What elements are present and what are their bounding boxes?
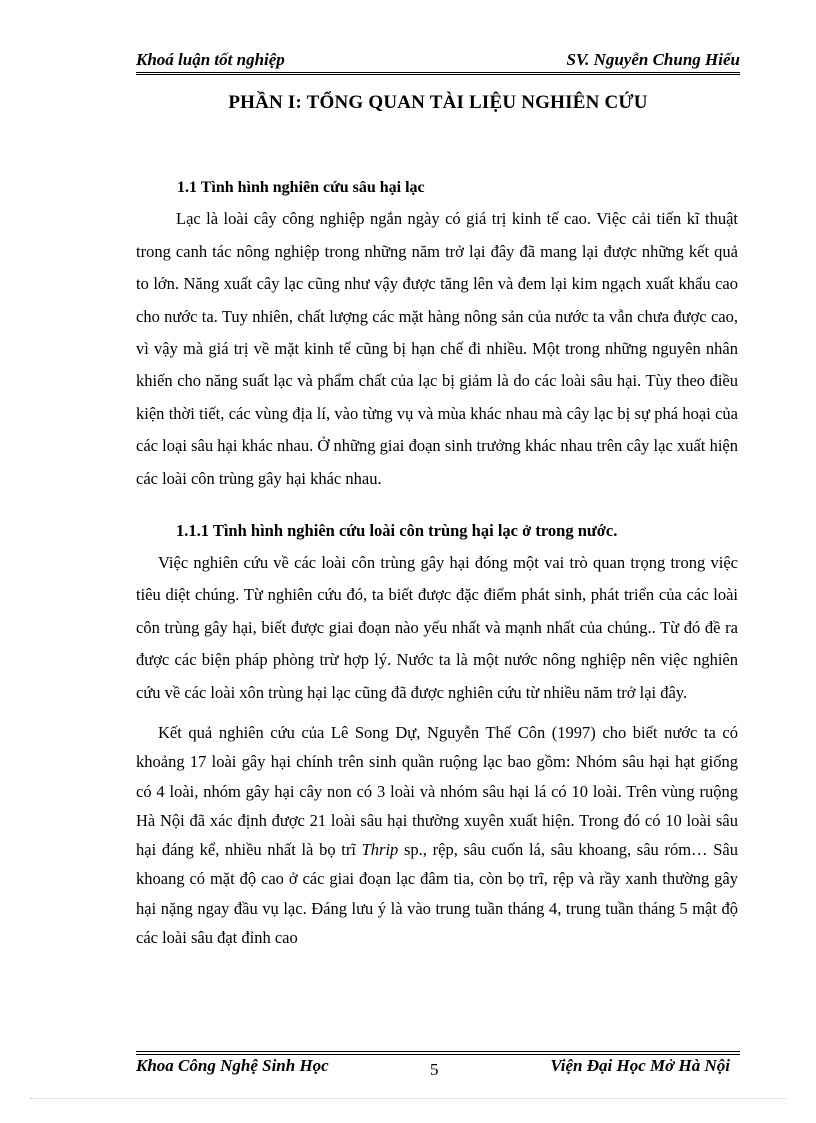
species-name-italic: Thrip xyxy=(361,840,399,860)
paragraph-1-text: Lạc là loài cây công nghiệp ngắn ngày có giá trị kinh tế cao. Việc cải tiến kĩ thuật trong canh tác nông nghiệp trong những năm trở lại đây đã mang lại được những kết quả to lớn. Năng xuất cây lạc cũng như vậy được tăng lên và đem lại kim ngạch xuất khẩu cao cho nước ta. Tuy nhiên, chất lượng các mặt hàng nông sản của nước ta vẫn chưa được cao, vì vậy mà giá trị về mặt kinh tế cũng bị hạn chế đi nhiều. Một trong những nguyên nhân khiến cho năng suất lạc và phẩm chất của lạc bị giảm là do các loài sâu hại. Tùy theo điều kiện thời tiết, các vùng địa lí, vào từng vụ và mùa khác nhau mà cây lạc bị sự phá hoại của các loại sâu hại khác nhau. Ở những giai đoạn sinh trưởng khác nhau trên cây lạc xuất hiện các loài côn trùng gây hại khác nhau. xyxy=(136,209,738,488)
footer-rule xyxy=(136,1051,740,1052)
paragraph-research-role: Việc nghiên cứu về các loài côn trùng gây hại đóng một vai trò quan trọng trong việc tiêu diệt chúng. Từ nghiên cứu đó, ta biết được đặc điểm phát sinh, phát triển của các loài côn trùng gây hại, biết được giai đoạn nào yếu nhất và mạnh nhất của chúng.. Từ đó đề ra được các biện pháp phòng trừ hợp lý. Nước ta là một nước nông nghiệp nên việc nghiên cứu về các loài xôn trùng hại lạc cũng đã được nghiên cứu từ nhiều năm trở lại đây. xyxy=(136,553,738,702)
section-heading-1-1-1: 1.1.1 Tình hình nghiên cứu loài côn trùng hại lạc ở trong nước. xyxy=(176,521,618,540)
paragraph-3-text-a: Kết quả nghiên cứu của Lê Song Dự, Nguyễn Thế Côn (1997) cho biết nước ta có khoảng 17 loài gây hại chính trên sinh quần ruộng lạc bao gồm: Nhóm sâu hại hạt giống có 4 loài, nhóm gây hại cây non có 3 loài và nhóm sâu hại lá có 10 loài. Trên vùng ruộng Hà Nội đã xác định được 21 loài sâu hại thường xuyên xuất hiện. Trong đó có 10 loài sâu hại đáng kể, nhiều nhất là bọ trĩ xyxy=(136,723,738,860)
header-student-name: SV. Nguyễn Chung Hiếu xyxy=(566,50,740,69)
footer-faculty: Khoa Công Nghệ Sinh Học xyxy=(136,1056,329,1075)
paragraph-3-text-b: sp., rệp, sâu cuốn lá, sâu khoang, sâu róm… Sâu khoang có mặt độ cao ở các giai đoạn lạc đâm tia, còn bọ trĩ, rệp và rầy xanh thường gây hại nặng ngay đầu vụ lạc. Đáng lưu ý là vào trung tuần tháng 4, trung tuần tháng 5 mật độ các loài sâu đạt đỉnh cao xyxy=(136,840,738,948)
page-header xyxy=(136,48,740,72)
footer-institute: Viện Đại Học Mở Hà Nội xyxy=(550,1056,730,1075)
footer-rule-secondary xyxy=(136,1054,740,1055)
part-title: PHẦN I: TỔNG QUAN TÀI LIỆU NGHIÊN CỨU xyxy=(228,92,648,113)
header-rule-secondary xyxy=(136,74,740,75)
section-heading-1-1: 1.1 Tình hình nghiên cứu sâu hại lạc xyxy=(177,179,425,196)
page-footer xyxy=(136,1056,740,1080)
header-rule xyxy=(136,72,740,73)
paragraph-intro xyxy=(136,171,738,495)
page-bottom-border xyxy=(30,1098,786,1099)
page-number: 5 xyxy=(430,1060,439,1079)
header-thesis-label: Khoá luận tốt nghiệp xyxy=(136,50,285,69)
paragraph-research-results xyxy=(136,718,738,952)
